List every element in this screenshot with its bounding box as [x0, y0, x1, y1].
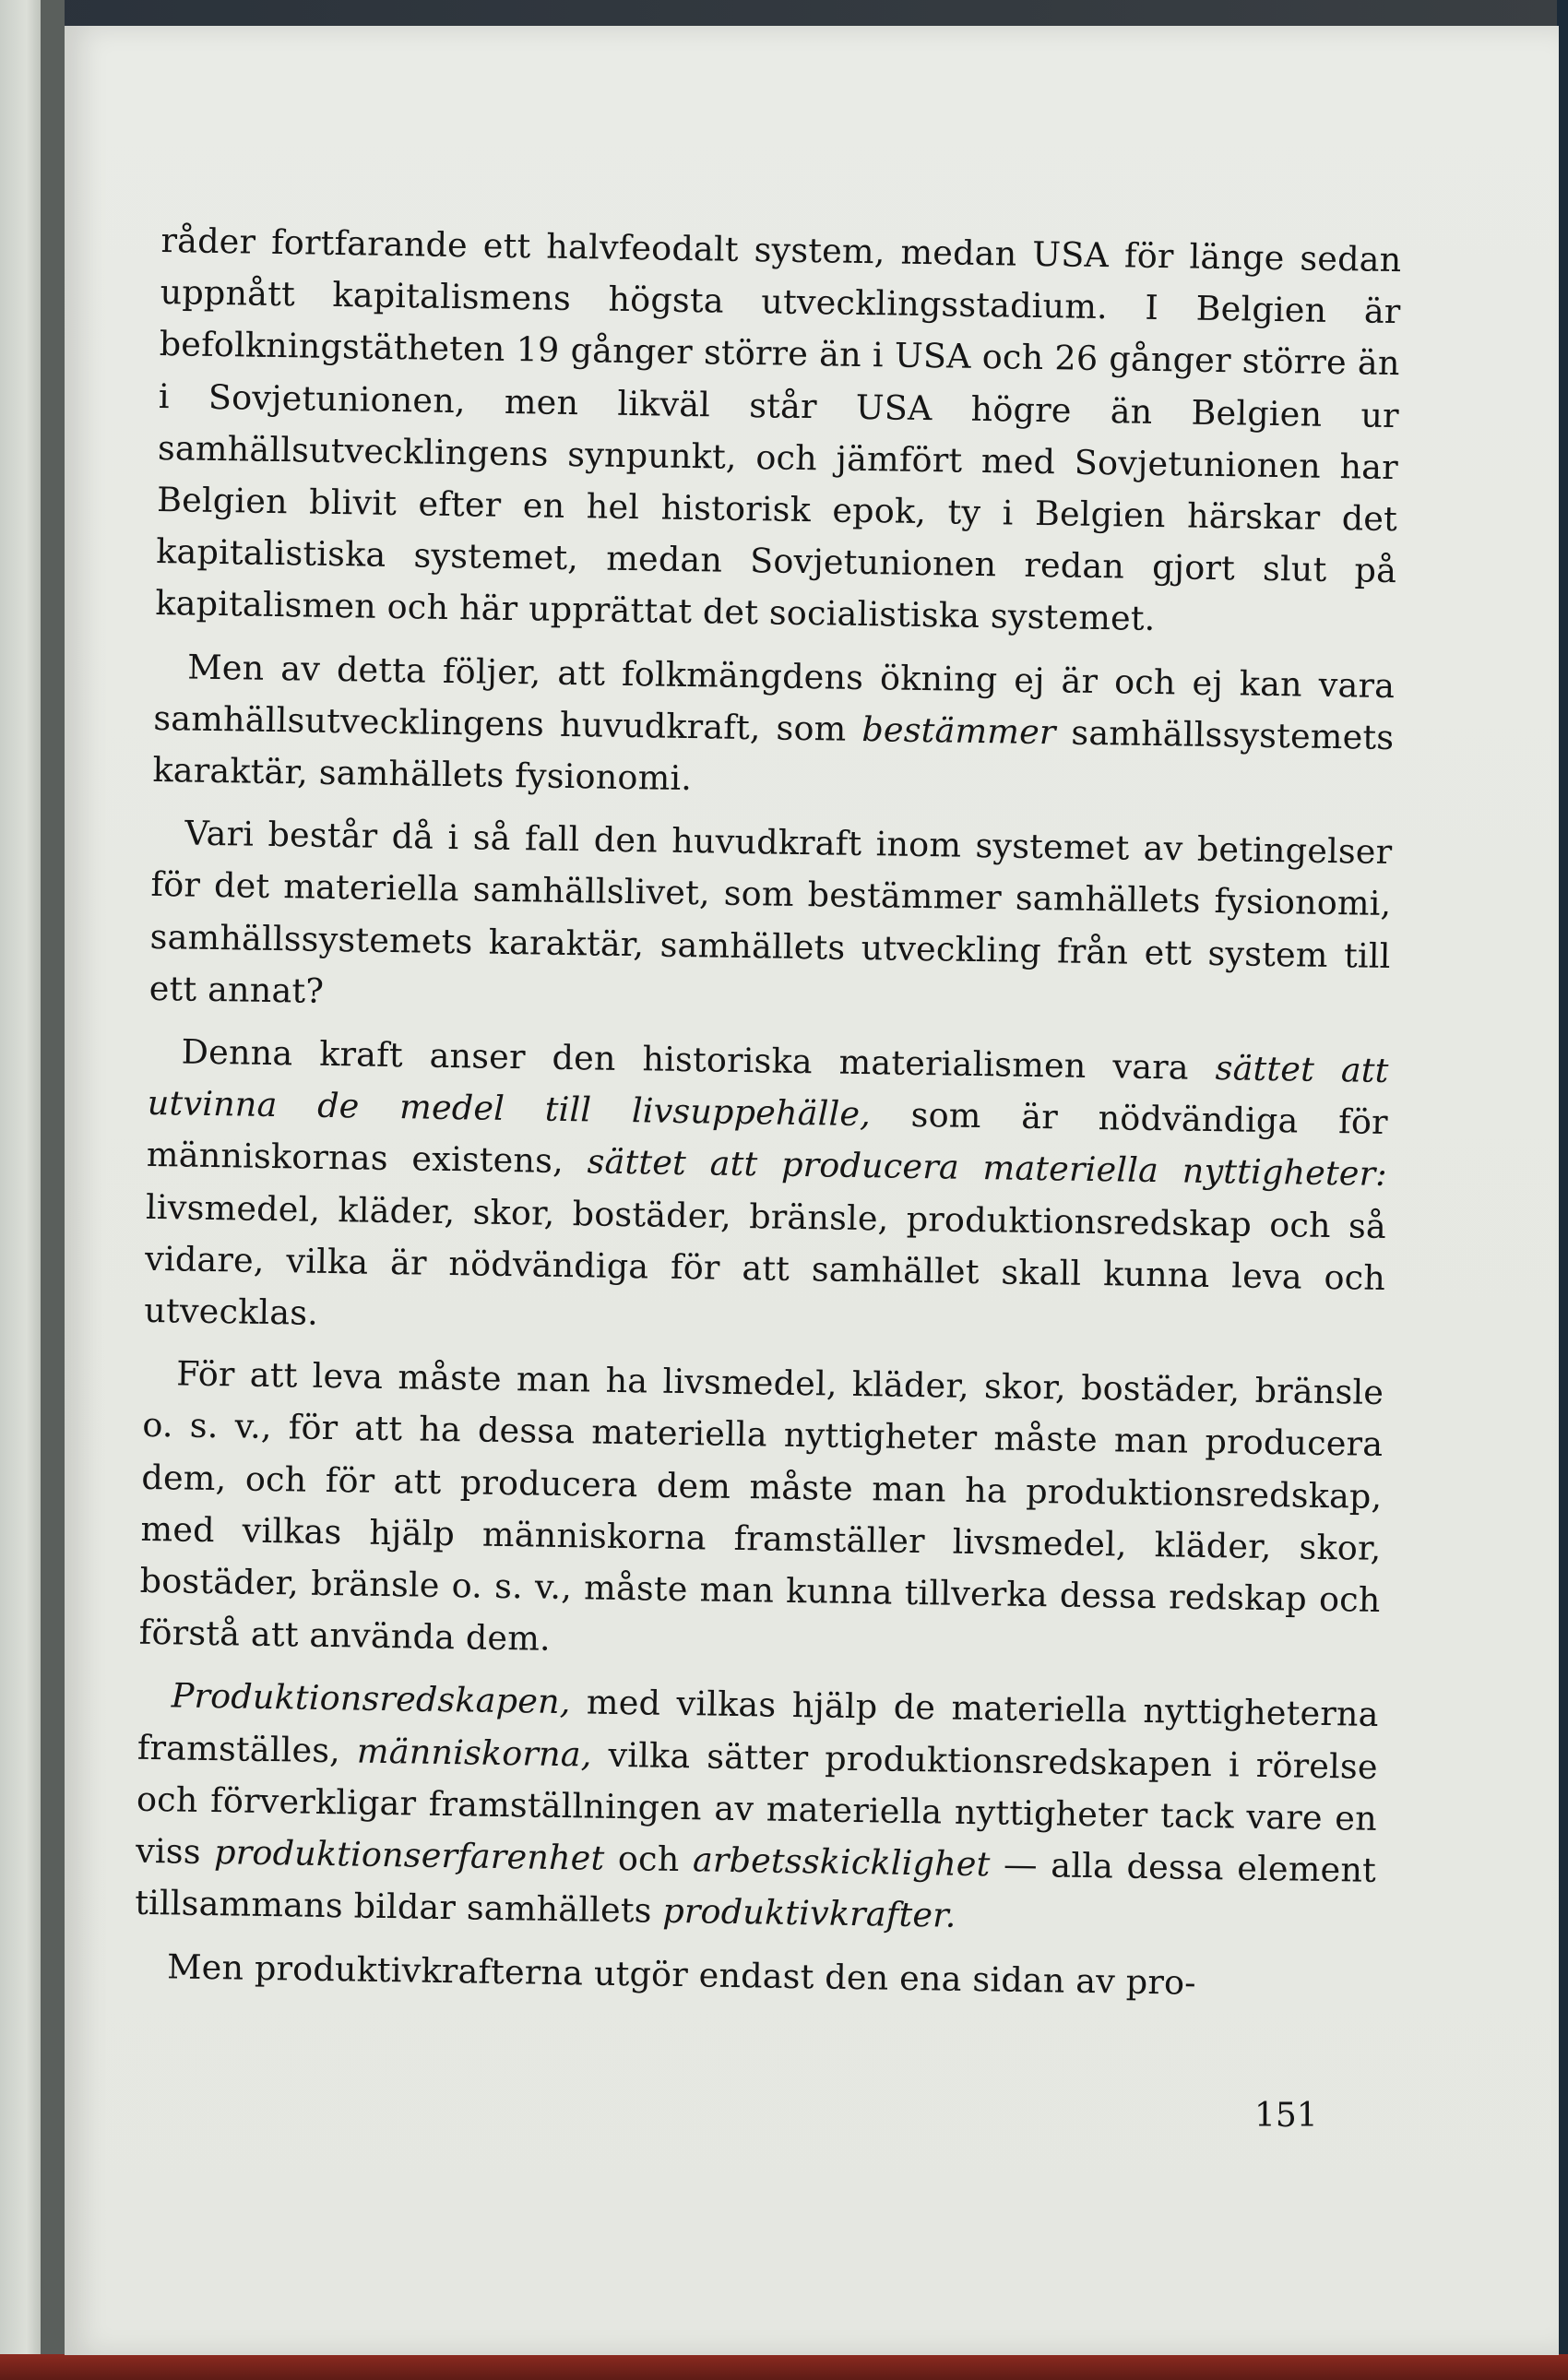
- paragraph: [138, 1348, 1384, 1678]
- italic-text: produktionserfarenhet: [213, 1832, 605, 1878]
- text-run: Vari består då i så fall den huvudkraft inom systemet av betingelser för det materiella samhällslivet, som bestämmer samhällets fysionomi, samhällssystemets karaktär, samhällets utveckling från ett system till ett annat?: [148, 813, 1393, 1011]
- text-run: med vilkas hjälp de materiella nyttigheterna framställes,: [137, 1682, 1379, 1771]
- body-text: [134, 215, 1402, 2023]
- book-cover-edge: [0, 0, 44, 2380]
- text-run: som är nödvändiga för människornas existens,: [146, 1094, 1389, 1182]
- text-run: och: [604, 1838, 694, 1880]
- italic-text: sättet att producera materiella nyttigheter:: [587, 1141, 1388, 1195]
- text-run: Men av detta följer, att folkmängdens ökning ej är och ej kan vara samhällsutvecklingens huvudkraft, som: [153, 647, 1396, 749]
- paragraph: [135, 1670, 1379, 1948]
- paragraph: [144, 1026, 1389, 1356]
- italic-text: arbetsskicklighet: [692, 1839, 991, 1885]
- text-run: — alla dessa element tillsammans bildar samhällets: [134, 1844, 1377, 1932]
- paragraph: [155, 215, 1402, 649]
- paragraph: [152, 641, 1395, 816]
- text-run: livsmedel, kläder, skor, bostäder, bränsle, produktionsredskap och så vidare, vilka är nödvändiga för att samhället skall kunna leva och utvecklas.: [144, 1186, 1387, 1333]
- text-run: råder fortfarande ett halvfeodalt system, medan USA för länge sedan uppnått kapitalismens högsta utvecklingsstadium. I Belgien är befolkningstätheten 19 gånger större än i USA och 26 gånger större än i Sovjetunionen, men likväl står USA högre än Belgien ur samhällsutvecklingens synpunkt, och jämfört med Sovjetunionen har Belgien blivit efter en hel historisk epok, ty i Belgien härskar det kapitalistiska systemet, medan Sovjetunionen redan gjort slut på kapitalismen och här upprättat det socialistiska systemet.: [155, 220, 1402, 639]
- page-stack-edge: [41, 0, 65, 2380]
- text-run: vilka sätter produktionsredskapen i rörelse och förverkligar framställningen av materiella nyttigheter tack vare en viss: [135, 1734, 1379, 1873]
- italic-text: sättet att utvinna de medel till livsuppehälle,: [147, 1048, 1389, 1135]
- italic-text: Produktionsredskapen,: [171, 1675, 571, 1722]
- text-run: För att leva måste man ha livsmedel, kläder, skor, bostäder, bränsle o. s. v., för att ha dessa materiella nyttigheter måste man producera dem, och för att producera dem måste man ha produktionsredskap, med vilkas hjälp människorna framställer livsmedel, kläder, skor, bostäder, bränsle o. s. v., måste man kunna tillverka dessa redskap och förstå att använda dem.: [138, 1353, 1384, 1660]
- book-cover-bottom: [0, 2354, 1568, 2380]
- paragraph: [134, 1940, 1375, 2011]
- text-run: samhällssystemets karaktär, samhällets fysionomi.: [152, 712, 1395, 799]
- page-number: 151: [1254, 2097, 1318, 2135]
- book-page: [65, 26, 1559, 2355]
- italic-text: bestämmer: [861, 708, 1056, 753]
- italic-text: produktivkrafter.: [662, 1891, 957, 1936]
- italic-text: människorna,: [356, 1731, 592, 1775]
- paragraph: [148, 807, 1392, 1034]
- text-run: Men produktivkrafterna utgör endast den ena sidan av pro-: [166, 1946, 1197, 2003]
- text-run: Denna kraft anser den historiska materialismen vara: [181, 1031, 1217, 1089]
